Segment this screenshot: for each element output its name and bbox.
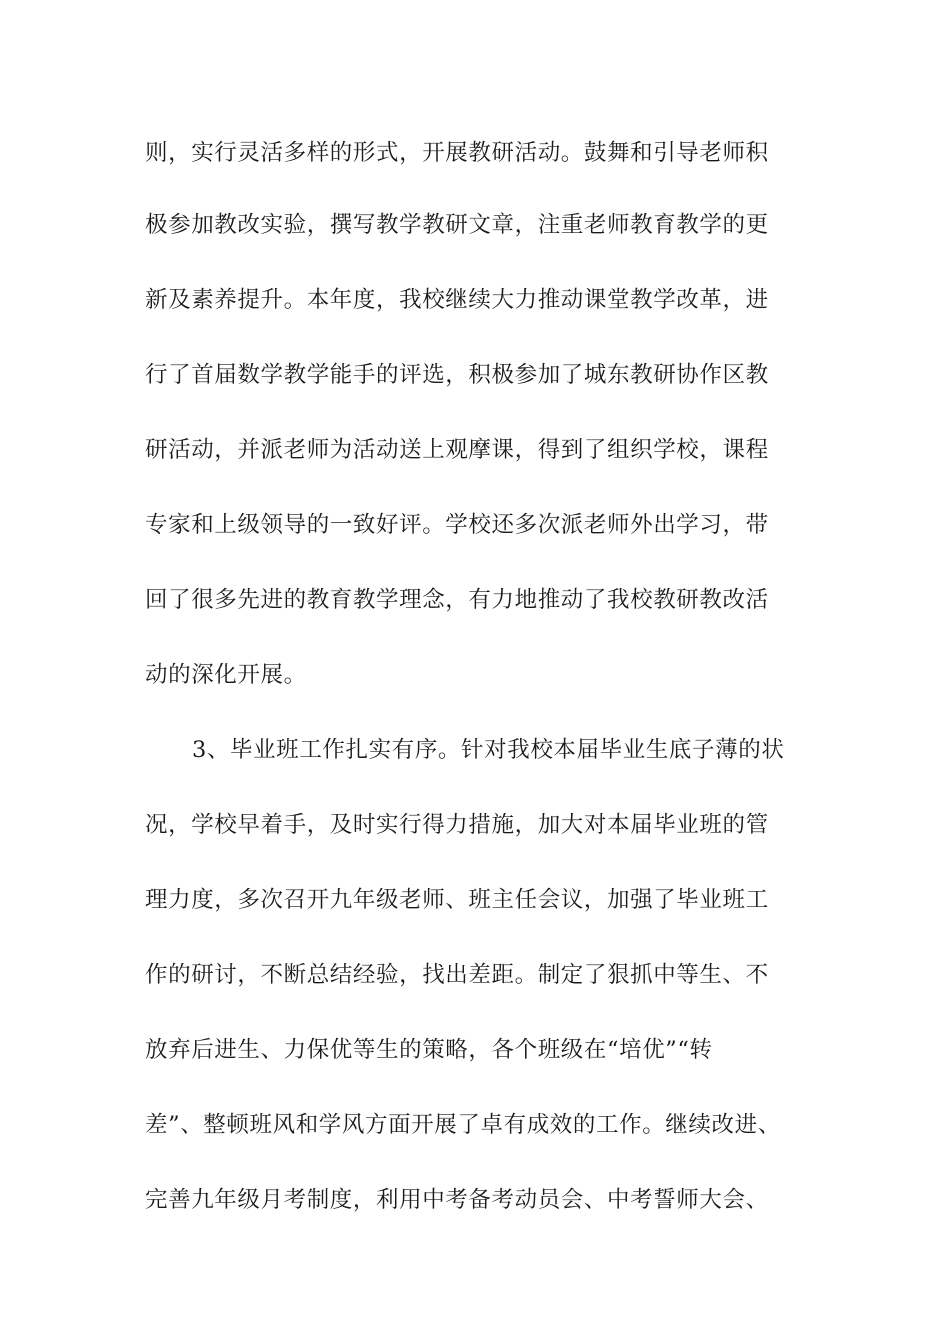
paragraph-1-line-4: 行了首届数学教学能手的评选，积极参加了城东教研协作区教 (145, 362, 769, 388)
paragraph-1-line-6: 专家和上级领导的一致好评。学校还多次派老师外出学习，带 (145, 512, 769, 538)
paragraph-2-line-6: 差”、整顿班风和学风方面开展了卓有成效的工作。继续改进、 (145, 1112, 781, 1138)
paragraph-2-line-2: 况，学校早着手，及时实行得力措施，加大对本届毕业班的管 (145, 812, 769, 838)
paragraph-1-line-1: 则，实行灵活多样的形式，开展教研活动。鼓舞和引导老师积 (145, 140, 769, 166)
paragraph-1-line-3: 新及素养提升。本年度，我校继续大力推动课堂教学改革，进 (145, 287, 769, 313)
paragraph-2-line-7: 完善九年级月考制度，利用中考备考动员会、中考誓师大会、 (145, 1187, 769, 1213)
paragraph-1-line-5: 研活动，并派老师为活动送上观摩课，得到了组织学校，课程 (145, 437, 769, 463)
paragraph-1-line-8: 动的深化开展。 (145, 662, 307, 688)
paragraph-2-line-5: 放弃后进生、力保优等生的策略，各个班级在“培优”“转 (145, 1037, 713, 1063)
paragraph-2-line-4: 作的研讨，不断总结经验，找出差距。制定了狠抓中等生、不 (145, 962, 769, 988)
paragraph-2-line-3: 理力度，多次召开九年级老师、班主任会议，加强了毕业班工 (145, 887, 769, 913)
paragraph-1-line-7: 回了很多先进的教育教学理念，有力地推动了我校教研教改活 (145, 587, 769, 613)
paragraph-1-line-2: 极参加教改实验，撰写教学教研文章，注重老师教育教学的更 (145, 212, 769, 238)
paragraph-2-line-1: 3、毕业班工作扎实有序。针对我校本届毕业生底子薄的状 (192, 737, 785, 763)
